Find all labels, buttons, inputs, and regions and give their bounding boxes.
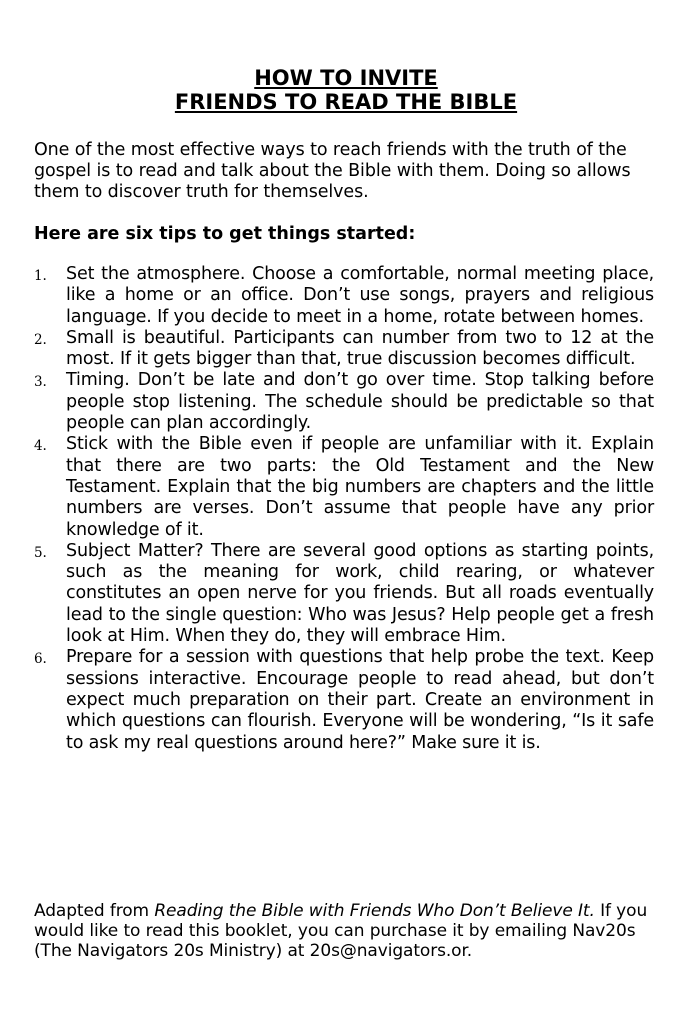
tip-item-1 [34, 264, 654, 328]
tip-number: 1. [34, 268, 47, 284]
page-title [0, 66, 692, 114]
tip-item-2 [34, 328, 654, 371]
tip-text: Prepare for a session with questions that help probe the text. Keep sessions interactive. Encourage people to read ahead, but don’t expect much preparation on their part. Create an environment in which questions can flourish. Everyone will be wondering, “Is it safe to ask my real questions around here?” Make sure it is. [66, 647, 654, 753]
tip-text: Set the atmosphere. Choose a comfortable, normal meeting place, like a home or an office. Don’t use songs, prayers and religious language. If you decide to meet in a home, rotate between homes. [66, 264, 654, 327]
tip-number: 2. [34, 331, 47, 348]
tip-item-5 [34, 541, 654, 647]
tip-number: 5. [34, 544, 47, 561]
intro-paragraph: One of the most effective ways to reach friends with the truth of the gospel is to read and talk about the Bible with them. Doing so allows them to discover truth for themselves. [34, 140, 631, 202]
title-line-2: FRIENDS TO READ THE BIBLE [174, 90, 518, 114]
tip-number: 4. [34, 438, 47, 455]
tip-item-4 [34, 434, 654, 540]
title-line-1: HOW TO INVITE [254, 66, 438, 90]
tips-subheading: Here are six tips to get things started: [34, 224, 416, 244]
tip-text: Small is beautiful. Participants can number from two to 12 at the most. If it gets bigger than that, true discussion becomes difficult. [66, 327, 654, 370]
tip-item-3 [34, 370, 654, 434]
attribution-footer [34, 901, 654, 961]
tip-text: Subject Matter? There are several good options as starting points, such as the meaning for work, child rearing, or whatever constitutes an open nerve for you friends. But all roads eventually lead to the single question: Who was Jesus? Help people get a fresh look at Him. When they do, they will embrace Him. [66, 540, 654, 647]
tip-text: Timing. Don’t be late and don’t go over time. Stop talking before people stop listening. The schedule should be predictable so that people can plan accordingly. [66, 370, 654, 434]
footer-suffix: If you would like to read this booklet, you can purchase it by emailing Nav20s (The Navigators 20s Ministry) at 20s@navigators.or. [34, 901, 648, 961]
footer-prefix: Adapted from [34, 901, 155, 921]
tip-item-6 [34, 647, 654, 753]
tips-list [34, 264, 654, 754]
source-book-title: Reading the Bible with Friends Who Don’t Believe It. [154, 901, 595, 921]
tip-number: 3. [34, 374, 47, 391]
tip-number: 6. [34, 651, 47, 668]
tip-text: Stick with the Bible even if people are unfamiliar with it. Explain that there are two parts: the Old Testament and the New Testament. Explain that the big numbers are chapters and the little numbers are verses. Don’t assume that people have any prior knowledge of it. [66, 434, 654, 540]
